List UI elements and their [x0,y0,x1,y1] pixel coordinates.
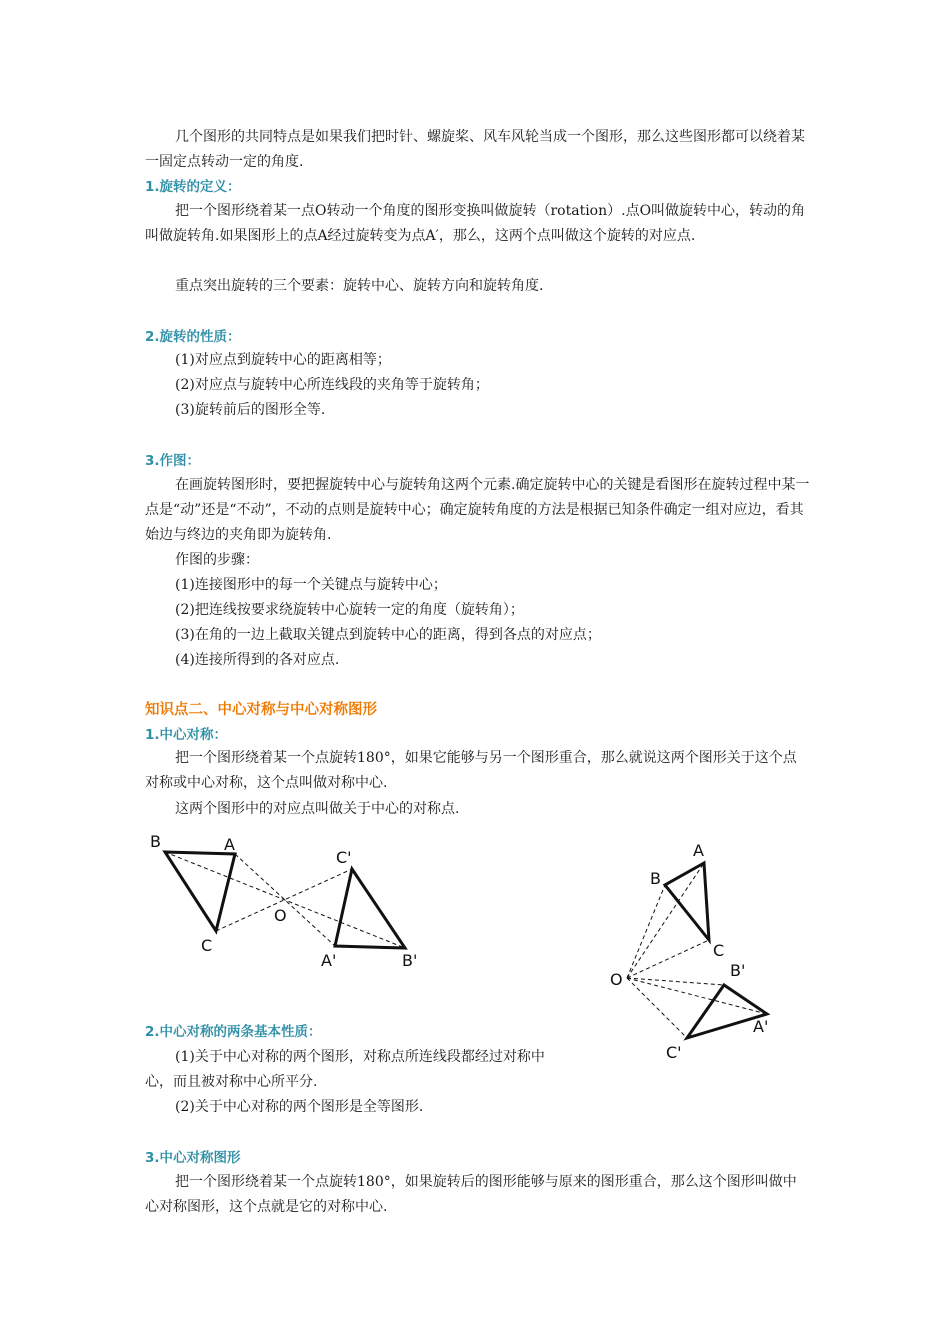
rotation-properties-heading: 2.旋转的性质： [145,329,241,345]
dashed-line-o-c-prime [627,978,687,1038]
basic-property-item-2: (2)关于中心对称的两个图形是全等图形. [175,1099,424,1115]
label-c-prime: C' [336,848,352,867]
label-c-right: C [713,941,725,960]
triangle-abc [165,852,235,931]
drawing-step-item: (2)把连线按要求绕旋转中心旋转一定的角度（旋转角）； [175,602,524,618]
basic-property-item-1-line-2: 心，而且被对称中心所平分. [145,1074,318,1090]
triangle-abc-right [665,863,709,940]
symmetric-figure-heading: 3.中心对称图形 [145,1150,241,1166]
rotation-property-item: (3)旋转前后的图形全等. [175,402,326,418]
label-b-prime-right: B' [730,961,746,980]
dashed-line-b-b1 [165,852,405,948]
label-a: A [224,835,235,854]
label-b-prime: B' [402,951,418,970]
rotation-definition-paragraph: 把一个图形绕着某一点O转动一个角度的图形变换叫做旋转（rotation）.点O叫做旋转中心，转动的角叫做旋转角.如果图形上的点A经过旋转变为点A′，那么，这两个点叫做这个旋转的对应点. [145,203,806,244]
label-a-prime-right: A' [753,1017,769,1036]
label-a-prime: A' [321,951,337,970]
rotation-property-item: (2)对应点与旋转中心所连线段的夹角等于旋转角； [175,377,489,393]
label-o-right: O [610,970,623,989]
label-a-right: A [693,841,704,860]
central-symmetry-figure-left [140,825,440,975]
basic-properties-heading: 2.中心对称的两条基本性质： [145,1024,322,1040]
drawing-paragraph: 在画旋转图形时，要把握旋转中心与旋转角这两个元素.确定旋转中心的关键是看图形在旋转过程中某一点是“动”还是“不动”，不动的点则是旋转中心；确定旋转角度的方法是根据已知条件确定一组对应边，看其始边与终边的夹角即为旋转角. [145,477,810,543]
rotation-property-item: (1)对应点到旋转中心的距离相等； [175,352,391,368]
basic-property-item-1-line-1: (1)关于中心对称的两个图形，对称点所连线段都经过对称中 [175,1049,545,1065]
drawing-heading: 3.作图： [145,453,201,469]
drawing-step-item: (3)在角的一边上截取关键点到旋转中心的距离，得到各点的对应点； [175,627,601,643]
drawing-step-item: (4)连接所得到的各对应点. [175,652,340,668]
label-c: C [201,936,213,955]
label-c-prime-right: C' [666,1043,682,1062]
central-symmetry-heading: 1.中心对称： [145,727,228,743]
intro-paragraph: 几个图形的共同特点是如果我们把时针、螺旋桨、风车风轮当成一个图形，那么这些图形都可以绕着某一固定点转动一定的角度. [145,129,805,170]
triangle-a1b1c1 [335,869,405,948]
central-symmetry-figure-right [600,838,790,1068]
rotation-elements-paragraph: 重点突出旋转的三个要素：旋转中心、旋转方向和旋转角度. [175,278,544,294]
symmetric-figure-paragraph: 把一个图形绕着某一个点旋转180°，如果旋转后的图形能够与原来的图形重合，那么这个图形叫做中心对称图形，这个点就是它的对称中心. [145,1174,797,1215]
rotation-definition-heading: 1.旋转的定义： [145,179,241,195]
knowledge-point-2-title: 知识点二、中心对称与中心对称图形 [145,702,377,718]
dashed-line-o-b [627,885,665,978]
label-b-right: B [650,869,661,888]
label-b: B [150,832,161,851]
central-symmetry-paragraph: 把一个图形绕着某一个点旋转180°，如果它能够与另一个图形重合，那么就说这两个图形关于这个点对称或中心对称，这个点叫做对称中心. [145,750,797,791]
symmetric-points-paragraph: 这两个图形中的对应点叫做关于中心的对称点. [175,801,460,817]
label-o: O [274,906,287,925]
drawing-steps-title: 作图的步骤： [175,552,259,568]
drawing-step-item: (1)连接图形中的每一个关键点与旋转中心； [175,577,447,593]
